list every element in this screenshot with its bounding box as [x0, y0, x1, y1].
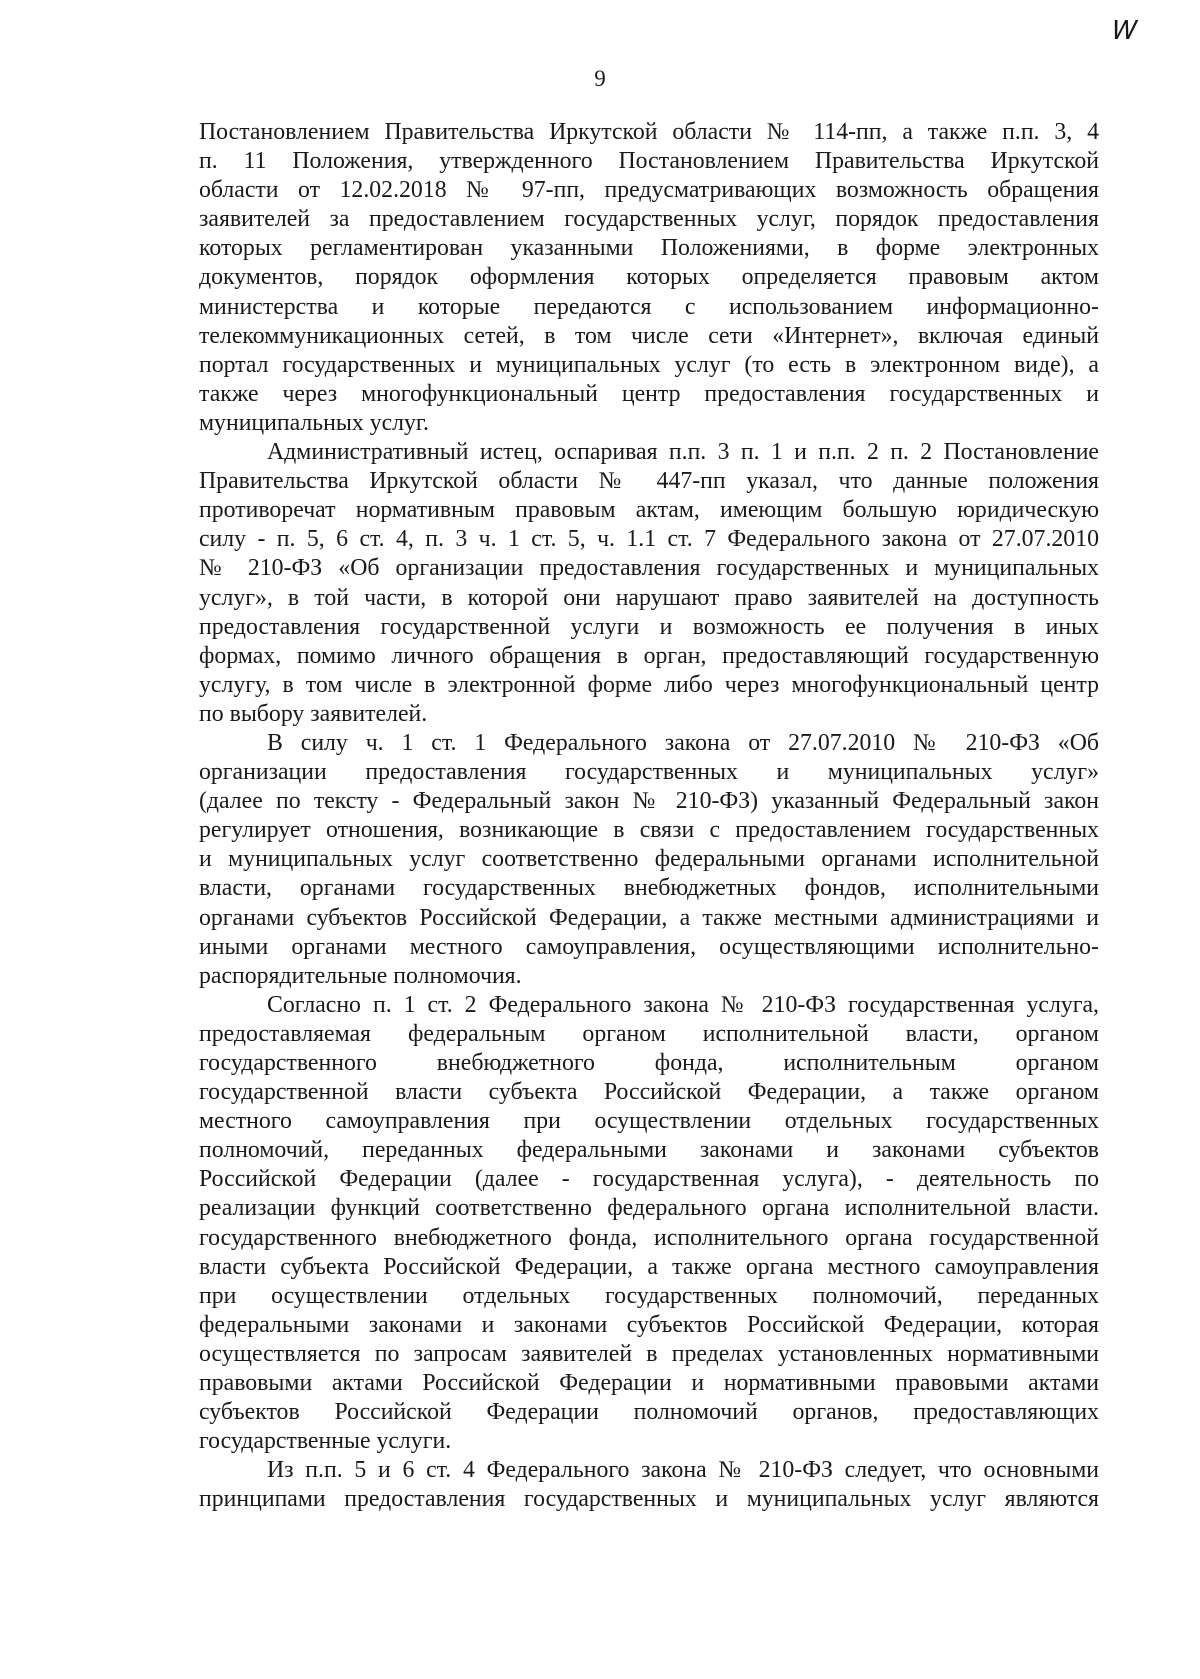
text-line: организации предоставления государственных и муниципальных услуг»	[199, 759, 1099, 786]
text-line: силу - п. 5, 6 ст. 4, п. 3 ч. 1 ст. 5, ч. 1.1 ст. 7 Федерального закона от 27.07.2010	[199, 526, 1099, 553]
paragraph	[199, 991, 1099, 1457]
text-line: № 210-ФЗ «Об организации предоставления государственных и муниципальных	[199, 555, 1099, 582]
text-line: заявителей за предоставлением государственных услуг, порядок предоставления	[199, 206, 1099, 233]
text-line: области от 12.02.2018 № 97-пп, предусматривающих возможность обращения	[199, 177, 1099, 204]
page-number: 9	[594, 66, 606, 91]
paragraph	[199, 438, 1099, 729]
text-line: по выбору заявителей.	[199, 700, 428, 727]
text-line: полномочий, переданных федеральными законами и законами субъектов	[199, 1137, 1099, 1164]
text-line: распорядительные полномочия.	[199, 962, 522, 989]
text-line: формах, помимо личного обращения в орган, предоставляющий государственную	[199, 642, 1099, 669]
paragraph	[199, 118, 1099, 438]
text-line: реализации функций соответственно федерального органа исполнительной власти.	[199, 1195, 1099, 1222]
text-line: также через многофункциональный центр предоставления государственных и	[199, 380, 1099, 407]
text-line: предоставления государственной услуги и возможность ее получения в иных	[199, 613, 1099, 640]
text-line: государственной власти субъекта Российской Федерации, а также органом	[199, 1079, 1099, 1106]
text-line: Административный истец, оспаривая п.п. 3 п. 1 и п.п. 2 п. 2 Постановление	[267, 439, 1099, 466]
paragraph	[199, 729, 1099, 991]
text-line: государственного внебюджетного фонда, исполнительным органом	[199, 1050, 1099, 1076]
text-line: предоставляемая федеральным органом исполнительной власти, органом	[199, 1020, 1099, 1047]
text-line: услугу, в том числе в электронной форме либо через многофункциональный центр	[199, 671, 1099, 698]
text-line: документов, порядок оформления которых определяется правовым актом	[199, 264, 1099, 291]
text-line: государственные услуги.	[199, 1428, 452, 1455]
text-line: Постановлением Правительства Иркутской области № 114-пп, а также п.п. 3, 4	[199, 119, 1099, 145]
text-line: п. 11 Положения, утвержденного Постановлением Правительства Иркутской	[199, 148, 1099, 175]
text-line: государственного внебюджетного фонда, исполнительного органа государственной	[199, 1224, 1099, 1251]
document-body	[199, 118, 1099, 1515]
text-line: правовыми актами Российской Федерации и нормативными правовыми актами	[199, 1370, 1099, 1397]
text-line: местного самоуправления при осуществлении отдельных государственных	[199, 1108, 1099, 1135]
text-line: при осуществлении отдельных государственных полномочий, переданных	[199, 1282, 1099, 1309]
text-line: Правительства Иркутской области № 447-пп указал, что данные положения	[199, 468, 1099, 495]
text-line: иными органами местного самоуправления, осуществляющими исполнительно-	[199, 933, 1099, 960]
text-line: Из п.п. 5 и 6 ст. 4 Федерального закона № 210-ФЗ следует, что основными	[267, 1457, 1099, 1484]
text-line: и муниципальных услуг соответственно федеральными органами исполнительной	[199, 846, 1099, 873]
text-line: телекоммуникационных сетей, в том числе сети «Интернет», включая единый	[199, 322, 1099, 349]
text-line: субъектов Российской Федерации полномочий органов, предоставляющих	[199, 1399, 1099, 1426]
text-line: муниципальных услуг.	[199, 409, 429, 436]
text-line: услуг», в той части, в которой они нарушают право заявителей на доступность	[199, 584, 1099, 611]
text-line: которых регламентирован указанными Положениями, в форме электронных	[199, 235, 1099, 262]
handwritten-page-mark: Ꮃ	[1110, 16, 1136, 45]
text-line: осуществляется по запросам заявителей в пределах установленных нормативными	[199, 1340, 1099, 1367]
text-line: принципами предоставления государственных и муниципальных услуг являются	[199, 1486, 1099, 1513]
text-line: регулирует отношения, возникающие в связи с предоставлением государственных	[199, 817, 1099, 844]
text-line: портал государственных и муниципальных услуг (то есть в электронном виде), а	[199, 351, 1099, 378]
text-line: (далее по тексту - Федеральный закон № 210-ФЗ) указанный Федеральный закон	[199, 788, 1099, 815]
text-line: Российской Федерации (далее - государственная услуга), - деятельность по	[199, 1166, 1099, 1193]
text-line: Согласно п. 1 ст. 2 Федерального закона № 210-ФЗ государственная услуга,	[267, 991, 1099, 1018]
paragraph	[199, 1456, 1099, 1514]
text-line: министерства и которые передаются с использованием информационно-	[199, 293, 1099, 320]
text-line: федеральными законами и законами субъектов Российской Федерации, которая	[199, 1311, 1099, 1338]
text-line: власти субъекта Российской Федерации, а также органа местного самоуправления	[199, 1253, 1099, 1280]
text-line: власти, органами государственных внебюджетных фондов, исполнительными	[199, 875, 1099, 902]
text-line: В силу ч. 1 ст. 1 Федерального закона от 27.07.2010 № 210-ФЗ «Об	[267, 729, 1099, 756]
text-line: противоречат нормативным правовым актам, имеющим большую юридическую	[199, 497, 1099, 524]
text-line: органами субъектов Российской Федерации, а также местными администрациями и	[199, 904, 1099, 931]
